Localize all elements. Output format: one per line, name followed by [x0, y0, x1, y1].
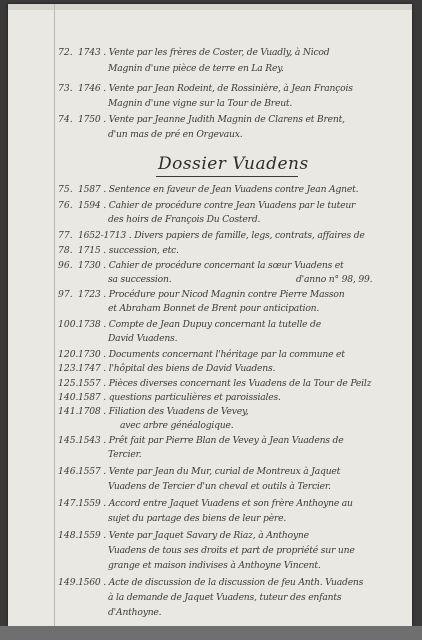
entry-line: avec arbre généalogique.: [120, 420, 234, 431]
entry-line: d'Anthoyne.: [108, 607, 162, 618]
entry-line: 1557 . Vente par Jean du Mur, curial de Montreux à Jaquet: [78, 466, 341, 477]
entry-line: et Abraham Bonnet de Brent pour anticipation.: [108, 303, 320, 314]
entry-line: 1708 . Filiation des Vuadens de Vevey,: [78, 406, 249, 417]
entry-line: 1730 . Cahier de procédure concernant la sœur Vuadens et: [78, 260, 344, 271]
entry-number: 141.: [58, 406, 79, 417]
scanner-background: [0, 626, 422, 640]
heading-underline: [156, 176, 298, 177]
entry-line: 1560 . Acte de discussion de la discussion de feu Anth. Vuadens: [78, 577, 364, 588]
entry-number: 76.: [58, 200, 73, 211]
dossier-heading: Dossier Vuadens: [158, 154, 309, 174]
entry-line: Vuadens de tous ses droits et part de propriété sur une: [108, 545, 355, 556]
entry-number: 78.: [58, 245, 73, 256]
entry-number: 74.: [58, 114, 73, 125]
archive-page: [8, 4, 412, 626]
entry-line: Tercier.: [108, 449, 142, 460]
entry-line: à la demande de Jaquet Vuadens, tuteur des enfants: [108, 592, 342, 603]
entry-line: 1738 . Compte de Jean Dupuy concernant la tutelle de: [78, 319, 321, 330]
entry-number: 96.: [58, 260, 73, 271]
entry-line: grange et maison indivises à Anthoyne Vincent.: [108, 560, 321, 571]
page-top-edge: [8, 4, 412, 10]
entry-number: 125.: [58, 378, 79, 389]
entry-line: Magnin d'une pièce de terre en La Rey.: [108, 63, 284, 74]
entry-line: 1715 . succession, etc.: [78, 245, 179, 256]
entry-line: Vuadens de Tercier d'un cheval et outils à Tercier.: [108, 481, 331, 492]
entry-number: 148.: [58, 530, 79, 541]
entry-number: 72.: [58, 47, 73, 58]
entry-line: 1652-1713 . Divers papiers de famille, legs, contrats, affaires de: [78, 230, 365, 241]
entry-line: d'un mas de pré en Orgevaux.: [108, 129, 243, 140]
entry-line: sa succession.: [108, 274, 172, 285]
entry-line: 1587 . questions particulières et paroissiales.: [78, 392, 281, 403]
entry-line: 1559 . Accord entre Jaquet Vuadens et son frère Anthoyne au: [78, 498, 353, 509]
entry-line: des hoirs de François Du Costerd.: [108, 214, 261, 225]
entry-line: sujet du partage des biens de leur père.: [108, 513, 287, 524]
entry-line: 1746 . Vente par Jean Rodeint, de Rossinière, à Jean François: [78, 83, 353, 94]
entry-line: 1557 . Pièces diverses concernant les Vuadens de la Tour de Peilz: [78, 378, 372, 389]
entry-line: 1730 . Documents concernant l'héritage par la commune et: [78, 349, 345, 360]
entry-number: 97.: [58, 289, 73, 300]
entry-number: 120.: [58, 349, 79, 360]
margin-rule: [54, 4, 55, 626]
entry-number: 75.: [58, 184, 73, 195]
entry-line: 1594 . Cahier de procédure contre Jean Vuadens par le tuteur: [78, 200, 356, 211]
entry-number: 147.: [58, 498, 79, 509]
entry-number: 146.: [58, 466, 79, 477]
entry-aside-note: d'anno n° 98, 99.: [296, 274, 373, 285]
entry-number: 140.: [58, 392, 79, 403]
entry-number: 100.: [58, 319, 79, 330]
entry-number: 149.: [58, 577, 79, 588]
entry-line: 1559 . Vente par Jaquet Savary de Riaz, à Anthoyne: [78, 530, 309, 541]
entry-number: 77.: [58, 230, 73, 241]
entry-number: 145.: [58, 435, 79, 446]
entry-line: 1747 . l'hôpital des biens de David Vuadens.: [78, 363, 276, 374]
entry-line: 1750 . Vente par Jeanne Judith Magnin de Clarens et Brent,: [78, 114, 345, 125]
entry-line: 1543 . Prêt fait par Pierre Blan de Vevey à Jean Vuadens de: [78, 435, 344, 446]
entry-line: David Vuadens.: [108, 333, 178, 344]
entry-line: 1723 . Procédure pour Nicod Magnin contre Pierre Masson: [78, 289, 345, 300]
entry-line: 1587 . Sentence en faveur de Jean Vuadens contre Jean Agnet.: [78, 184, 359, 195]
entry-line: 1743 . Vente par les frères de Coster, de Vuadly, à Nicod: [78, 47, 330, 58]
entry-number: 123.: [58, 363, 79, 374]
entry-number: 73.: [58, 83, 73, 94]
entry-line: Magnin d'une vigne sur la Tour de Breut.: [108, 98, 293, 109]
